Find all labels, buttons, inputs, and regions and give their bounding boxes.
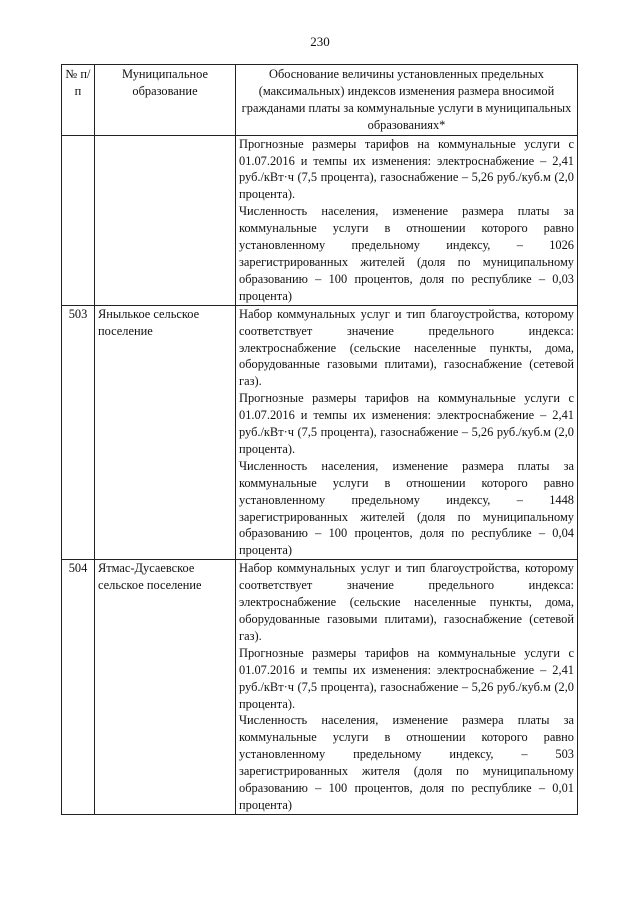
- row-number: 503: [62, 305, 95, 560]
- population-paragraph: Численность населения, изменение размера платы за коммунальные услуги в отношении которого равно установленному предельному индексу, – 1026 зарегистрированных жителей (доля по муниципальному образованию – 100 процентов, доля по республике – 0,03 процента): [239, 204, 574, 303]
- table-row: [62, 305, 578, 560]
- row-number: [62, 135, 95, 305]
- table-row: [62, 135, 578, 305]
- row-justification: [236, 560, 578, 815]
- row-number: 504: [62, 560, 95, 815]
- table-row: [62, 560, 578, 815]
- row-municipality: Ятмас-Дусаевское сельское поселение: [95, 560, 236, 815]
- tariff-forecast-paragraph: Прогнозные размеры тарифов на коммунальные услуги с 01.07.2016 и темпы их изменения: электроснабжение – 2,41 руб./кВт·ч (7,5 процента), газоснабжение – 5,26 руб./куб.м (2,0 процента).: [239, 645, 574, 711]
- row-municipality: Янылькое сельское поселение: [95, 305, 236, 560]
- population-paragraph: Численность населения, изменение размера платы за коммунальные услуги в отношении которого равно установленному предельному индексу, – 1448 зарегистрированных жителей (доля по муниципальному образованию – 100 процентов, доля по республике – 0,04 процента): [239, 458, 574, 558]
- services-set-paragraph: Набор коммунальных услуг и тип благоустройства, которому соответствует значение предельного индекса: электроснабжение (сельские населенные пункты, дома, оборудованные газовыми плитами), газоснабжение (сетевой газ).: [239, 306, 574, 389]
- tariff-forecast-paragraph: Прогнозные размеры тарифов на коммунальные услуги с 01.07.2016 и темпы их изменения: электроснабжение – 2,41 руб./кВт·ч (7,5 процента), газоснабжение – 5,26 руб./куб.м (2,0 процента).: [239, 391, 574, 456]
- table-header-row: [62, 65, 578, 136]
- header-number: № п/п: [62, 65, 95, 136]
- header-justification: Обоснование величины установленных предельных (максимальных) индексов изменения размера вносимой гражданами платы за коммунальные услуги в муниципальных образованиях*: [236, 65, 578, 136]
- tariff-index-table: [61, 64, 578, 815]
- row-justification: [236, 135, 578, 305]
- row-justification: [236, 305, 578, 560]
- page-number: 230: [310, 34, 330, 49]
- population-paragraph: Численность населения, изменение размера платы за коммунальные услуги в отношении которого равно установленному предельному индексу, – 503 зарегистрированных жителя (доля по муниципальному образованию – 100 процентов, доля по республике – 0,01 процента): [239, 713, 574, 812]
- services-set-paragraph: Набор коммунальных услуг и тип благоустройства, которому соответствует значение предельного индекса: электроснабжение (сельские населенные пункты, дома, оборудованные газовыми плитами), газоснабжение (сетевой газ).: [239, 561, 574, 643]
- tariff-forecast-paragraph: Прогнозные размеры тарифов на коммунальные услуги с 01.07.2016 и темпы их изменения: электроснабжение – 2,41 руб./кВт·ч (7,5 процента), газоснабжение – 5,26 руб./куб.м (2,0 процента).: [239, 136, 574, 202]
- header-municipality: Муниципальное образование: [95, 65, 236, 136]
- row-municipality: [95, 135, 236, 305]
